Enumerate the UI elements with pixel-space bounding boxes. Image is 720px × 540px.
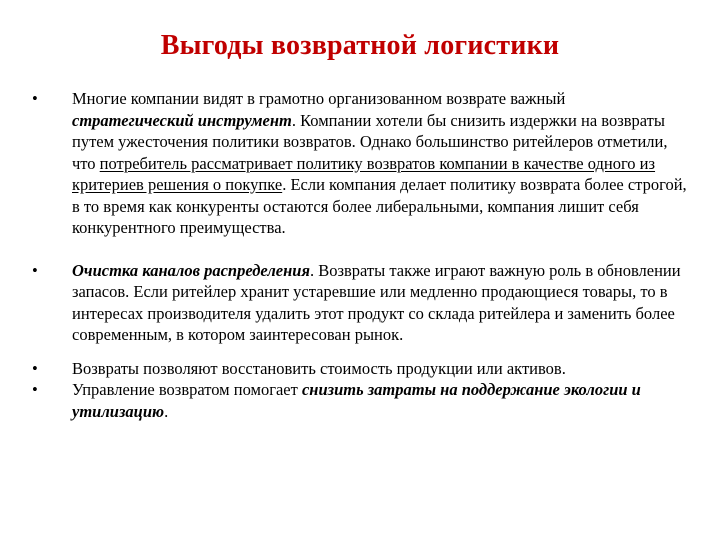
bullet-item-value-recovery xyxy=(30,358,690,380)
bullet-text xyxy=(72,358,690,380)
bullet-text-part: . Компании хотели бы снизить издержки на возвраты путем ужесточения политики возвратов. Однако большинство ритейлеров отметили, что xyxy=(72,110,668,173)
bullet-text-part: Управление возвратом помогает xyxy=(72,380,302,399)
bullet-marker: • xyxy=(32,380,38,399)
bullet-marker: • xyxy=(32,358,38,378)
bullet-text xyxy=(72,88,690,239)
bullet-marker: • xyxy=(32,260,38,280)
bullet-text-part: Возвраты позволяют восстановить стоимость продукции или активов. xyxy=(72,358,566,378)
bullet-item-channel-cleanup xyxy=(30,260,690,346)
bullet-text-part: . Возвраты также играют важную роль в обновлении запасов. Если ритейлер хранит устаревшие или медленно продающиеся товары, то в интересах производителя удалить этот продукт со склада ритейлера и заменить более современным, в котором заинтересован рынок. xyxy=(72,260,681,344)
bullet-text-part: Многие компании видят в грамотно организованном возврате важный xyxy=(72,89,566,108)
bullet-item-ecology-costs xyxy=(30,379,690,422)
underlined-text: потребитель рассматривает политику возвратов компании в качестве одного из критериев решения о покупке xyxy=(72,153,656,194)
emphasis-text: снизить затраты на поддержание экологии и утилизацию xyxy=(72,380,641,421)
bullet-text-part: . Если компания делает политику возврата более строгой, в то время как конкуренты остаются более либеральными, компания лишит себя конкурентного преимущества. xyxy=(72,175,687,237)
emphasis-text: Очистка каналов распределения xyxy=(72,260,310,280)
slide-title: Выгоды возвратной логистики xyxy=(160,30,560,61)
bullet-text xyxy=(72,260,690,346)
bullet-list xyxy=(30,88,690,422)
emphasis-text: стратегический инструмент xyxy=(72,110,292,130)
bullet-item-strategic-tool xyxy=(30,88,690,239)
bullet-text xyxy=(72,379,690,422)
bullet-text-part: . xyxy=(164,401,169,421)
bullet-marker: • xyxy=(32,89,38,108)
